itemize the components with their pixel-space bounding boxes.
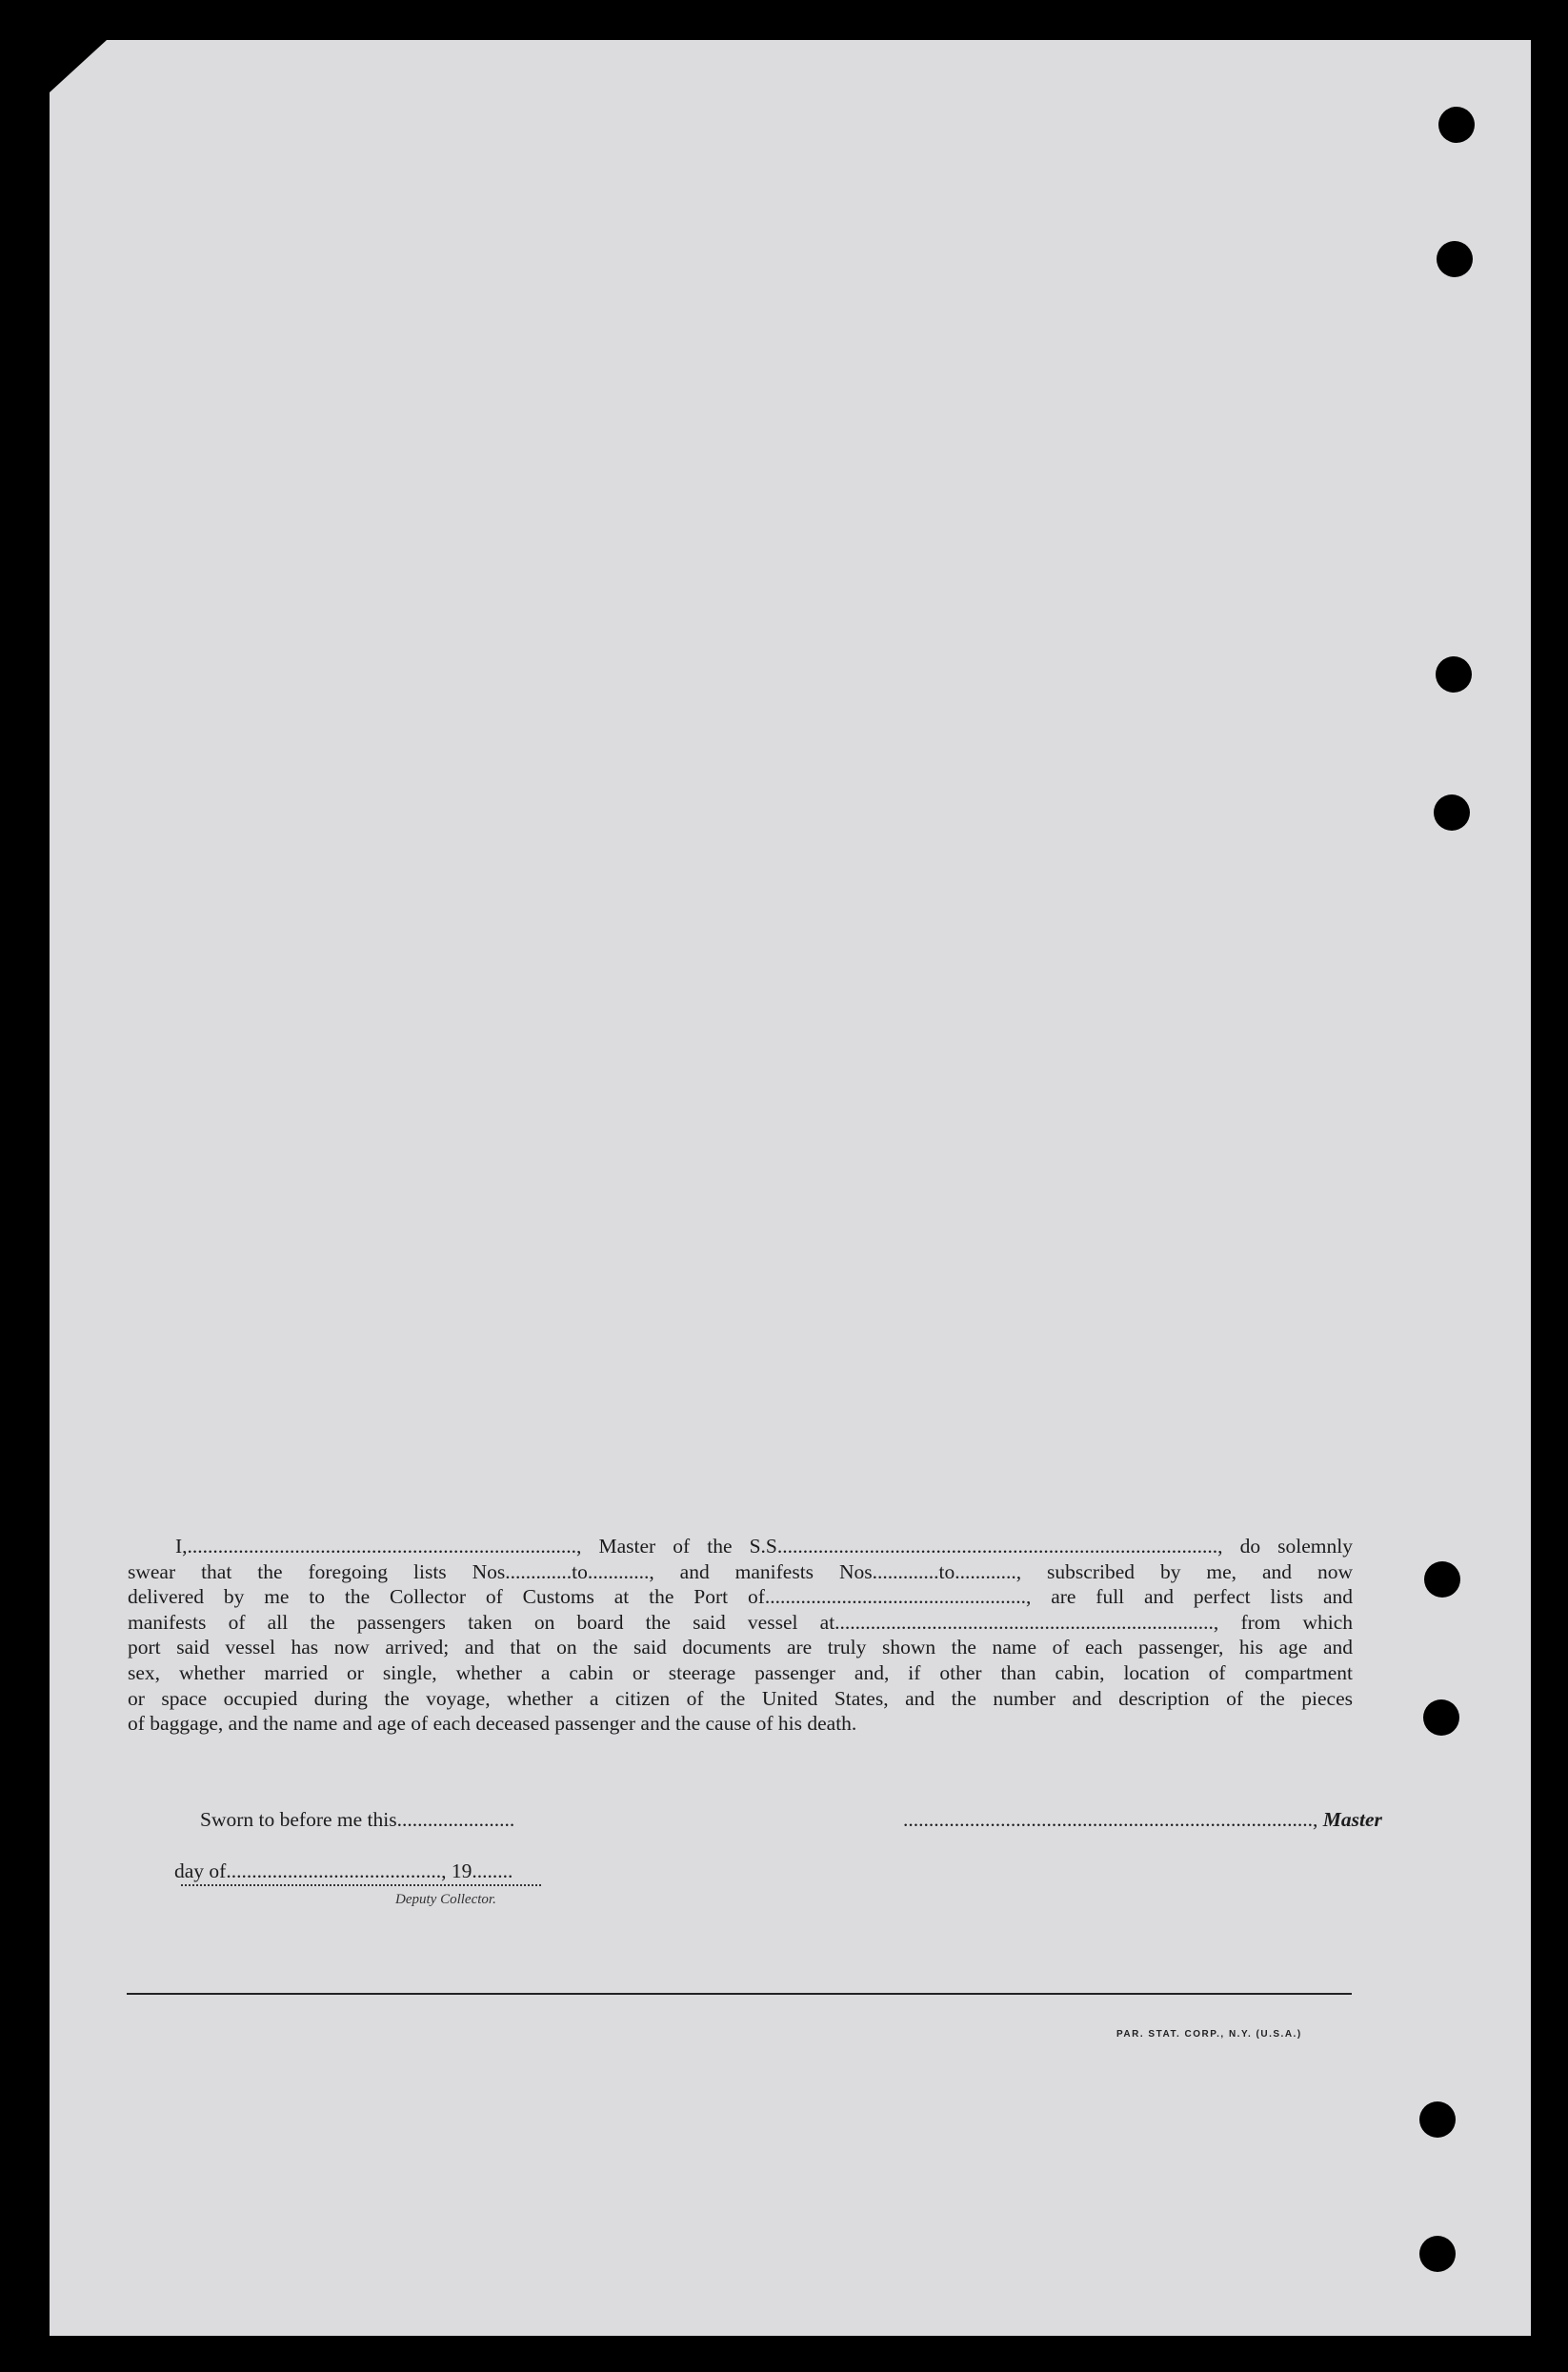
master-signature-line: [903, 1808, 1382, 1832]
oath-line-1: I,............................................................................, Master of the S.S......................................................................................, do solemnly: [175, 1535, 1353, 1558]
oath-line-3: delivered by me to the Collector of Customs at the Port of..................................................., are full and perfect lists and: [128, 1585, 1353, 1609]
punch-hole-6: [1423, 1699, 1459, 1736]
footer-rule: [127, 1993, 1352, 1995]
oath-line-5: port said vessel has now arrived; and that on the said documents are truly shown the name of each passenger, his age and: [128, 1636, 1353, 1659]
printer-imprint: PAR. STAT. CORP., N.Y. (U.S.A.): [1116, 2029, 1302, 2040]
oath-paragraph: [128, 1534, 1353, 1737]
day-of-line: day of.........................................., 19........: [174, 1859, 513, 1882]
punch-hole-2: [1437, 241, 1473, 277]
master-dots: ................................................................................,: [903, 1808, 1318, 1831]
sworn-before-me: Sworn to before me this.......................: [200, 1808, 515, 1831]
punch-hole-3: [1436, 656, 1472, 693]
punch-hole-5: [1424, 1561, 1460, 1598]
punch-hole-1: [1438, 107, 1475, 143]
oath-line-4: manifests of all the passengers taken on board the said vessel at.........................................................................., from which: [128, 1610, 1353, 1634]
oath-line-7: or space occupied during the voyage, whether a citizen of the United States, and the number and description of the pieces: [128, 1686, 1353, 1710]
oath-line-6: sex, whether married or single, whether a cabin or steerage passenger and, if other than cabin, location of compartment: [128, 1660, 1353, 1684]
deputy-signature-line: [181, 1884, 541, 1886]
oath-line-2: swear that the foregoing lists Nos.............to............, and manifests Nos.............to............, subscribed by me, and now: [128, 1559, 1353, 1583]
manifest-page: [50, 40, 1531, 2336]
deputy-collector-label: Deputy Collector.: [395, 1892, 496, 1907]
master-label: Master: [1322, 1808, 1382, 1831]
punch-hole-8: [1419, 2236, 1456, 2272]
punch-hole-4: [1434, 794, 1470, 831]
punch-hole-7: [1419, 2101, 1456, 2138]
oath-line-8: of baggage, and the name and age of each deceased passenger and the cause of his death.: [128, 1712, 857, 1736]
